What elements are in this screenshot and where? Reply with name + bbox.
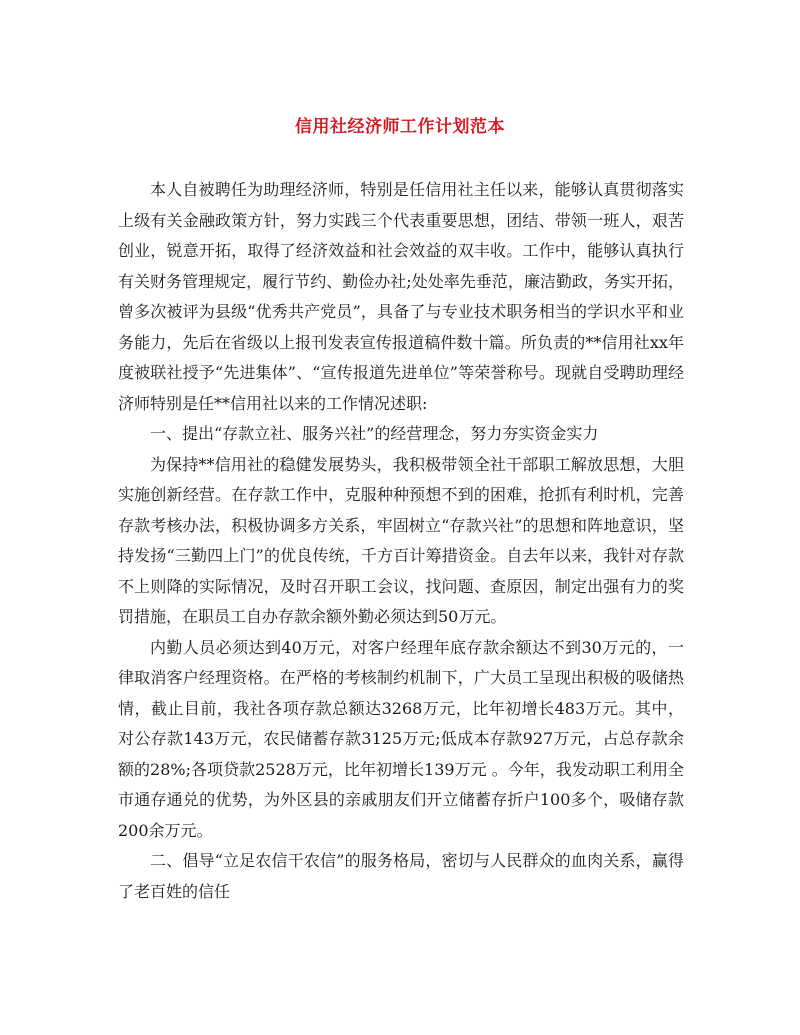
section-heading-2: 二、倡导“立足农信干农信”的服务格局，密切与人民群众的血肉关系，赢得了老百姓的信任 [118,851,684,901]
paragraph-deposit-results: 内勤人员必须达到40万元，对客户经理年底存款余额达不到30万元的，一律取消客户经理资格。在严格的考核制约机制下，广大员工呈现出积极的吸储热情，截止目前，我社各项存款总额达3268万元，比年初增长483万元。其中，对公存款143万元，农民储蓄存款3125万元;低成本存款927万元，占总存款余额的28%;各项贷款2528万元，比年初增长139万元 。今年，我发动职工利用全市通存通兑的优势，为外区县的亲戚朋友们开立储蓄存折户100多个，吸储存款200余万元。 [118,637,684,840]
page-title: 信用社经济师工作计划范本 [295,117,505,137]
paragraph-intro: 本人自被聘任为助理经济师，特别是任信用社主任以来，能够认真贯彻落实上级有关金融政策方针，努力实践三个代表重要思想，团结、带领一班人，艰苦创业，锐意开拓，取得了经济效益和社会效益的双丰收。工作中，能够认真执行有关财务管理规定，履行节约、勤俭办社;处处率先垂范，廉洁勤政，务实开拓，曾多次被评为县级“优秀共产党员”，具备了与专业技术职务相当的学识水平和业务能力，先后在省级以上报刊发表宣传报道稿件数十篇。所负责的**信用社xx年度被联社授予“先进集体”、“宣传报道先进单位”等荣誉称号。现就自受聘助理经济师特别是任**信用社以来的工作情况述职: [118,180,684,413]
document-body [118,175,684,907]
paragraph-deposit-work: 为保持**信用社的稳健发展势头，我积极带领全社干部职工解放思想，大胆实施创新经营。在存款工作中，克服种种预想不到的困难，抢抓有利时机，完善存款考核办法，积极协调多方关系，牢固树立“存款兴社”的思想和阵地意识，坚持发扬“三勤四上门”的优良传统，千方百计筹措资金。自去年以来，我针对存款不上则降的实际情况，及时召开职工会议，找问题、查原因，制定出强有力的奖罚措施，在职员工自办存款余额外勤必须达到50万元。 [118,454,684,626]
section-heading-1: 一、提出“存款立社、服务兴社”的经营理念，努力夯实资金实力 [150,424,599,443]
